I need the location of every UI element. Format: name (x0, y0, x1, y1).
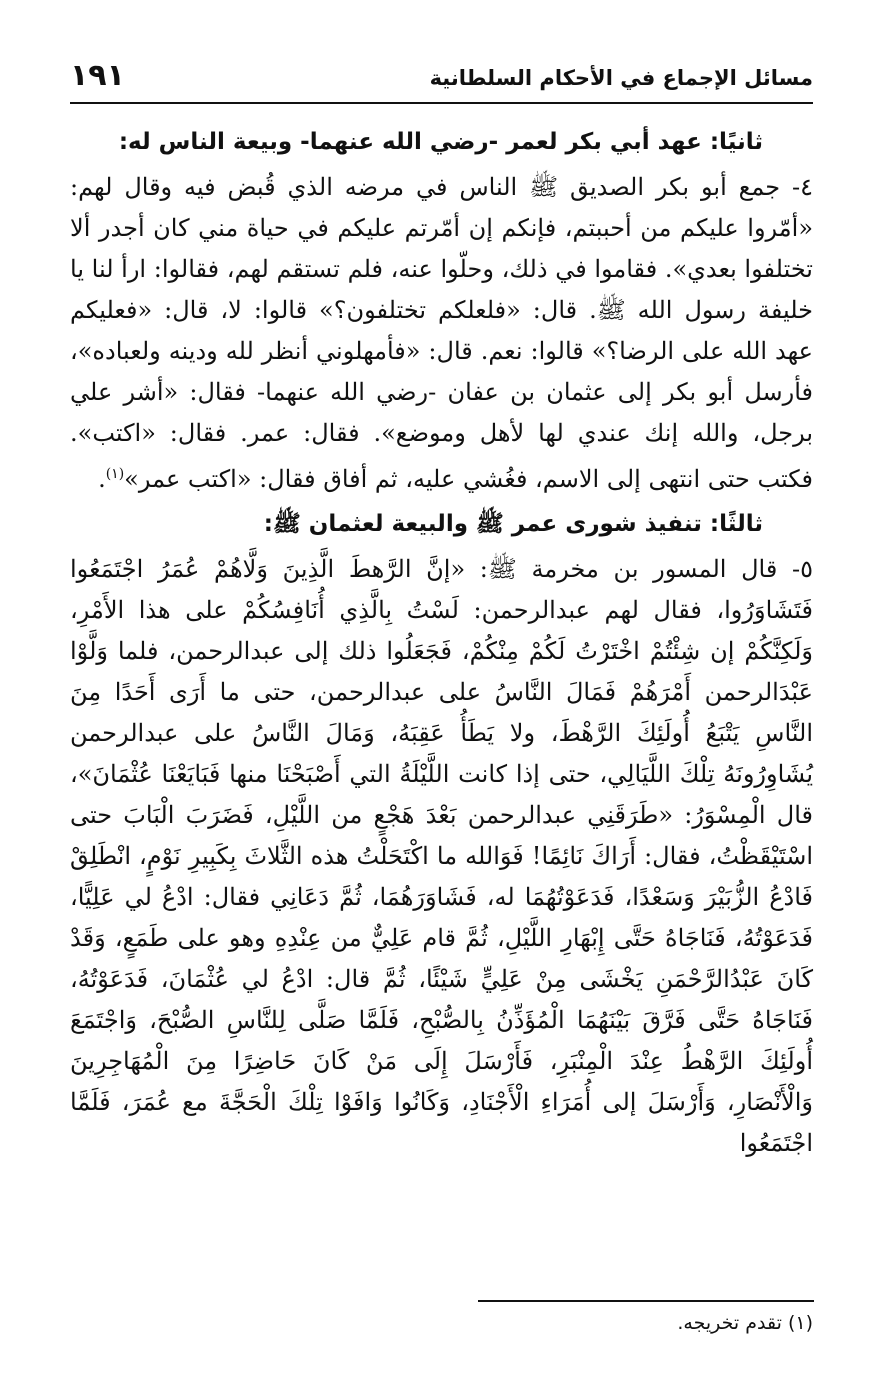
paragraph-4: ٤- جمع أبو بكر الصديق ﷺ الناس في مرضه الذي قُبض فيه وقال لهم: «أمّروا عليكم من أحببتم، فإنكم إن أمّرتم عليكم في حياة مني كان أجدر ألا تختلفوا بعدي». فقاموا في ذلك، وحلّوا عنه، فلم تستقم لهم، فقالوا: ارأ لنا يا خليفة رسول الله ﷺ. قال: «فلعلكم تختلفون؟» قالوا: لا، قال: «فعليكم عهد الله على الرضا؟» قالوا: نعم. قال: «فأمهلوني أنظر لله ودينه ولعباده»، فأرسل أبو بكر إلى عثمان بن عفان -رضي الله عنهما- فقال: «أشر علي برجل، والله إنك عندي لها لأهل وموضع». فقال: عمر. فقال: «اكتب». فكتب حتى انتهى إلى الاسم، فغُشي عليه، ثم أفاق فقال: «اكتب عمر»$^{(١)}$. (70, 173, 814, 493)
paragraph-5: ٥- قال المسور بن مخرمة ﷺ: «إنَّ الرَّهطَ الَّذِينَ وَلَّاهُمْ عُمَرُ اجْتَمَعُوا فَتَشَاوَرُوا، فقال لهم عبدالرحمن: لَسْتُ بِالَّذِي أُنَافِسُكُمْ على هذا الأَمْرِ، وَلَكِنَّكُمْ إن شِئْتُمْ اخْتَرْتُ لَكُمْ مِنْكُمْ، فَجَعَلُوا ذلك إلى عبدالرحمن، فلما وَلَّوْا عَبْدَالرحمن أَمْرَهُمْ فَمَالَ النَّاسُ على عبدالرحمن، حتى ما أَرَى أَحَدًا مِنَ النَّاسِ يَتْبَعُ أُولَئِكَ الرَّهْطَ، ولا يَطَأُ عَقِبَهُ، وَمَالَ النَّاسُ على عبدالرحمن يُشَاوِرُونَهُ تِلْكَ اللَّيَالِي، حتى إذا كانت اللَّيْلَةُ التي أَصْبَحْنَا منها فَبَايَعْنَا عُثْمَانَ»، قال الْمِسْوَرُ: «طَرَقَنِي عبدالرحمن بَعْدَ هَجْعٍ من اللَّيْلِ، فَضَرَبَ الْبَابَ حتى اسْتَيْقَظْتُ، فقال: أَرَاكَ نَائِمًا! فَوَالله ما اكْتَحَلْتُ هذه الثَّلاثَ بِكَبِيرِ نَوْمٍ، انْطَلِقْ فَادْعُ الزُّبَيْرَ وَسَعْدًا، فَدَعَوْتُهُمَا له، فَشَاوَرَهُمَا، ثُمَّ دَعَانِي فقال: ادْعُ لي عَلِيًّا، فَدَعَوْتُهُ، فَنَاجَاهُ حَتَّى إِبْهَارِ اللَّيْلِ، ثُمَّ قام عَلِيٌّ من عِنْدِهِ وهو على طَمَعٍ، وَقَدْ كَانَ عَبْدُالرَّحْمَنِ يَخْشَى مِنْ عَلِيٍّ شَيْئًا، ثُمَّ قال: ادْعُ لي عُثْمَانَ، فَدَعَوْتُهُ، فَنَاجَاهُ حَتَّى فَرَّقَ بَيْنَهُمَا الْمُؤَذِّنُ بِالصُّبْحِ، فَلَمَّا صَلَّى لِلنَّاسِ الصُّبْحَ، وَاجْتَمَعَ أُولَئِكَ الرَّهْطُ عِنْدَ الْمِنْبَرِ، فَأَرْسَلَ إِلَى مَنْ كَانَ حَاضِرًا مِنَ الْمُهَاجِرِينَ وَالْأَنْصَارِ، وَأَرْسَلَ إلى أُمَرَاءِ الْأَجْنَادِ، وَكَانُوا وَافَوْا تِلْكَ الْحَجَّةَ مع عُمَرَ، فَلَمَّا اجْتَمَعُوا (70, 555, 813, 1157)
footnote-number: (١) (787, 1312, 813, 1334)
footnote (677, 1312, 813, 1334)
page-body (70, 118, 813, 1164)
page-header (70, 56, 813, 104)
section-heading-third: ثالثًا: تنفيذ شورى عمر ﷺ والبيعة لعثمان ﷺ: (263, 511, 763, 537)
section-heading-second: ثانيًا: عهد أبي بكر لعمر -رضي الله عنهما- وبيعة الناس له: (118, 129, 763, 155)
footnote-divider (478, 1300, 814, 1302)
footnote-text: تقدم تخريجه. (677, 1312, 782, 1334)
paragraph-4-text: ٤- جمع أبو بكر الصديق ﷺ الناس في مرضه الذي قُبض فيه وقال لهم: «أمّروا عليكم من أحببتم، فإنكم إن أمّرتم عليكم في حياة مني كان أجدر ألا تختلفوا بعدي». فقاموا في ذلك، وحلّوا عنه، فلم تستقم لهم، فقالوا: ارأ لنا يا خليفة رسول الله ﷺ. قال: «فلعلكم تختلفون؟» قالوا: لا، قال: «فعليكم عهد الله على الرضا؟» قالوا: نعم. قال: «فأمهلوني أنظر لله ودينه ولعباده»، فأرسل أبو بكر إلى عثمان بن عفان -رضي الله عنهما- فقال: «أشر علي برجل، والله إنك عندي لها لأهل وموضع». فقال: عمر. فقال: «اكتب». فكتب حتى انتهى إلى الاسم، فغُشي عليه، ثم أفاق فقال: «اكتب عمر» (70, 173, 814, 493)
page-number: ١٩١ (70, 58, 125, 93)
running-title: مسائل الإجماع في الأحكام السلطانية (429, 66, 813, 90)
footnote-reference: (١) (105, 466, 125, 482)
